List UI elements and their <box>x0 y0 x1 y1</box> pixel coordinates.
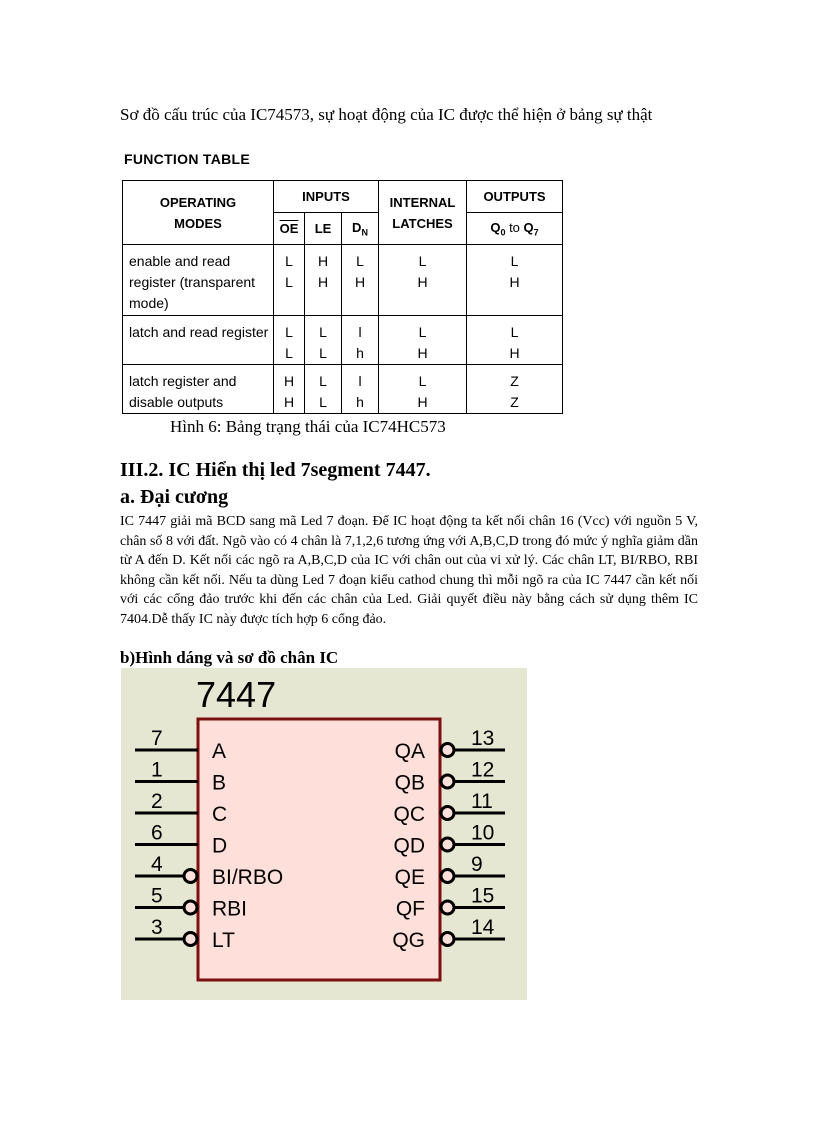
dn-cell: l h <box>342 316 379 365</box>
pin-number: 13 <box>471 727 495 750</box>
le-cell: L L <box>305 365 342 414</box>
pin-number: 12 <box>471 758 495 782</box>
intro-text: Sơ đồ cấu trúc của IC74573, sự hoạt động của IC được thể hiện ở bảng sự thật <box>120 105 653 124</box>
inversion-bubble <box>184 933 197 946</box>
dn-cell: L H <box>342 245 379 316</box>
header-dn: $D_N$ <box>342 213 379 245</box>
header-inputs: INPUTS <box>274 181 379 213</box>
oe-cell: L L <box>274 316 305 365</box>
pin-label: D <box>212 834 228 858</box>
oe-cell: H H <box>274 365 305 414</box>
latch-cell: L H <box>379 365 467 414</box>
pin-label: RBI <box>212 897 248 921</box>
pin-label: B <box>212 771 227 795</box>
pin-number: 9 <box>471 853 483 876</box>
output-cell: L H <box>467 245 563 316</box>
pin-label: LT <box>212 929 235 952</box>
pin-label: C <box>212 803 228 826</box>
oe-cell: L L <box>274 245 305 316</box>
function-table <box>122 180 563 414</box>
pin-label: A <box>212 740 227 763</box>
ic-7447-diagram <box>121 668 527 1000</box>
inversion-bubble <box>441 775 454 788</box>
pin-label: QF <box>395 897 425 921</box>
output-cell: L H <box>467 316 563 365</box>
header-internal-latches: INTERNAL LATCHES <box>379 181 467 245</box>
header-q0-to-q7: $Q_0$ to $Q_7$ <box>467 213 563 245</box>
le-cell: L L <box>305 316 342 365</box>
header-operating-modes: OPERATING MODES <box>123 181 274 245</box>
latch-cell: L H <box>379 316 467 365</box>
pin-number: 14 <box>471 916 495 939</box>
header-oe: $\overline{OE}$ <box>274 213 305 245</box>
pin-label: QC <box>393 803 425 826</box>
pin-number: 11 <box>471 790 493 813</box>
body-paragraph: IC 7447 giải mã BCD sang mã Led 7 đoạn. Để IC hoạt động ta kết nối chân 16 (Vcc) với nguồn 5 V, chân số 8 với đất. Ngõ vào có 4 chân là 7,1,2,6 tương ứng với A,B,C,D trong đó mức ý nghĩa giảm dần từ A đến D. Kết nối các ngõ ra A,B,C,D của IC với chân out của vi xử lý. Các chân LT, BI/RBO, RBI không cần kết nối. Nếu ta dùng Led 7 đoạn kiểu cathod chung thì mỗi ngõ ra của IC 7447 cần kết nối với các cổng đảo trước khi đến các chân của Led. Giải quyết điều này bằng cách sử dụng thêm IC 7404.Dễ thấy IC này được tích hợp 6 cổng đảo. <box>120 514 698 627</box>
table-row <box>123 365 563 414</box>
mode-cell: enable and read register (transparent mode) <box>123 245 274 316</box>
pin-number: 10 <box>471 821 495 845</box>
header-le: LE <box>305 213 342 245</box>
pin-number: 5 <box>151 884 163 908</box>
pin-label: BI/RBO <box>212 866 284 889</box>
table-row <box>123 316 563 365</box>
pin-number: 3 <box>151 916 163 939</box>
inversion-bubble <box>441 838 454 851</box>
pin-number: 15 <box>471 884 495 908</box>
inversion-bubble <box>441 744 454 757</box>
pin-number: 7 <box>151 727 163 750</box>
output-cell: Z Z <box>467 365 563 414</box>
header-outputs: OUTPUTS <box>467 181 563 213</box>
pin-number: 1 <box>151 758 163 782</box>
inversion-bubble <box>441 901 454 914</box>
mode-cell: latch register and disable outputs <box>123 365 274 414</box>
pin-number: 2 <box>151 790 163 813</box>
pin-number: 4 <box>151 853 163 876</box>
pin-label: QG <box>392 929 425 952</box>
subsection-heading-b: b)Hình dáng và sơ đồ chân IC <box>120 648 339 667</box>
inversion-bubble <box>441 933 454 946</box>
inversion-bubble <box>441 870 454 883</box>
pin-label: QD <box>393 834 425 858</box>
table-row <box>123 245 563 316</box>
section-heading: III.2. IC Hiển thị led 7segment 7447. <box>120 459 431 481</box>
le-cell: H H <box>305 245 342 316</box>
latch-cell: L H <box>379 245 467 316</box>
function-table-title: FUNCTION TABLE <box>124 151 251 167</box>
inversion-bubble <box>184 870 197 883</box>
mode-cell: latch and read register <box>123 316 274 365</box>
dn-cell: l h <box>342 365 379 414</box>
chip-name: 7447 <box>196 674 277 715</box>
pin-label: QE <box>394 866 425 889</box>
pin-number: 6 <box>151 821 163 845</box>
pin-label: QA <box>394 740 425 763</box>
subsection-heading-a: a. Đại cương <box>120 486 229 508</box>
inversion-bubble <box>184 901 197 914</box>
pin-label: QB <box>394 771 425 795</box>
inversion-bubble <box>441 807 454 820</box>
figure-caption: Hình 6: Bảng trạng thái của IC74HC573 <box>170 417 446 436</box>
